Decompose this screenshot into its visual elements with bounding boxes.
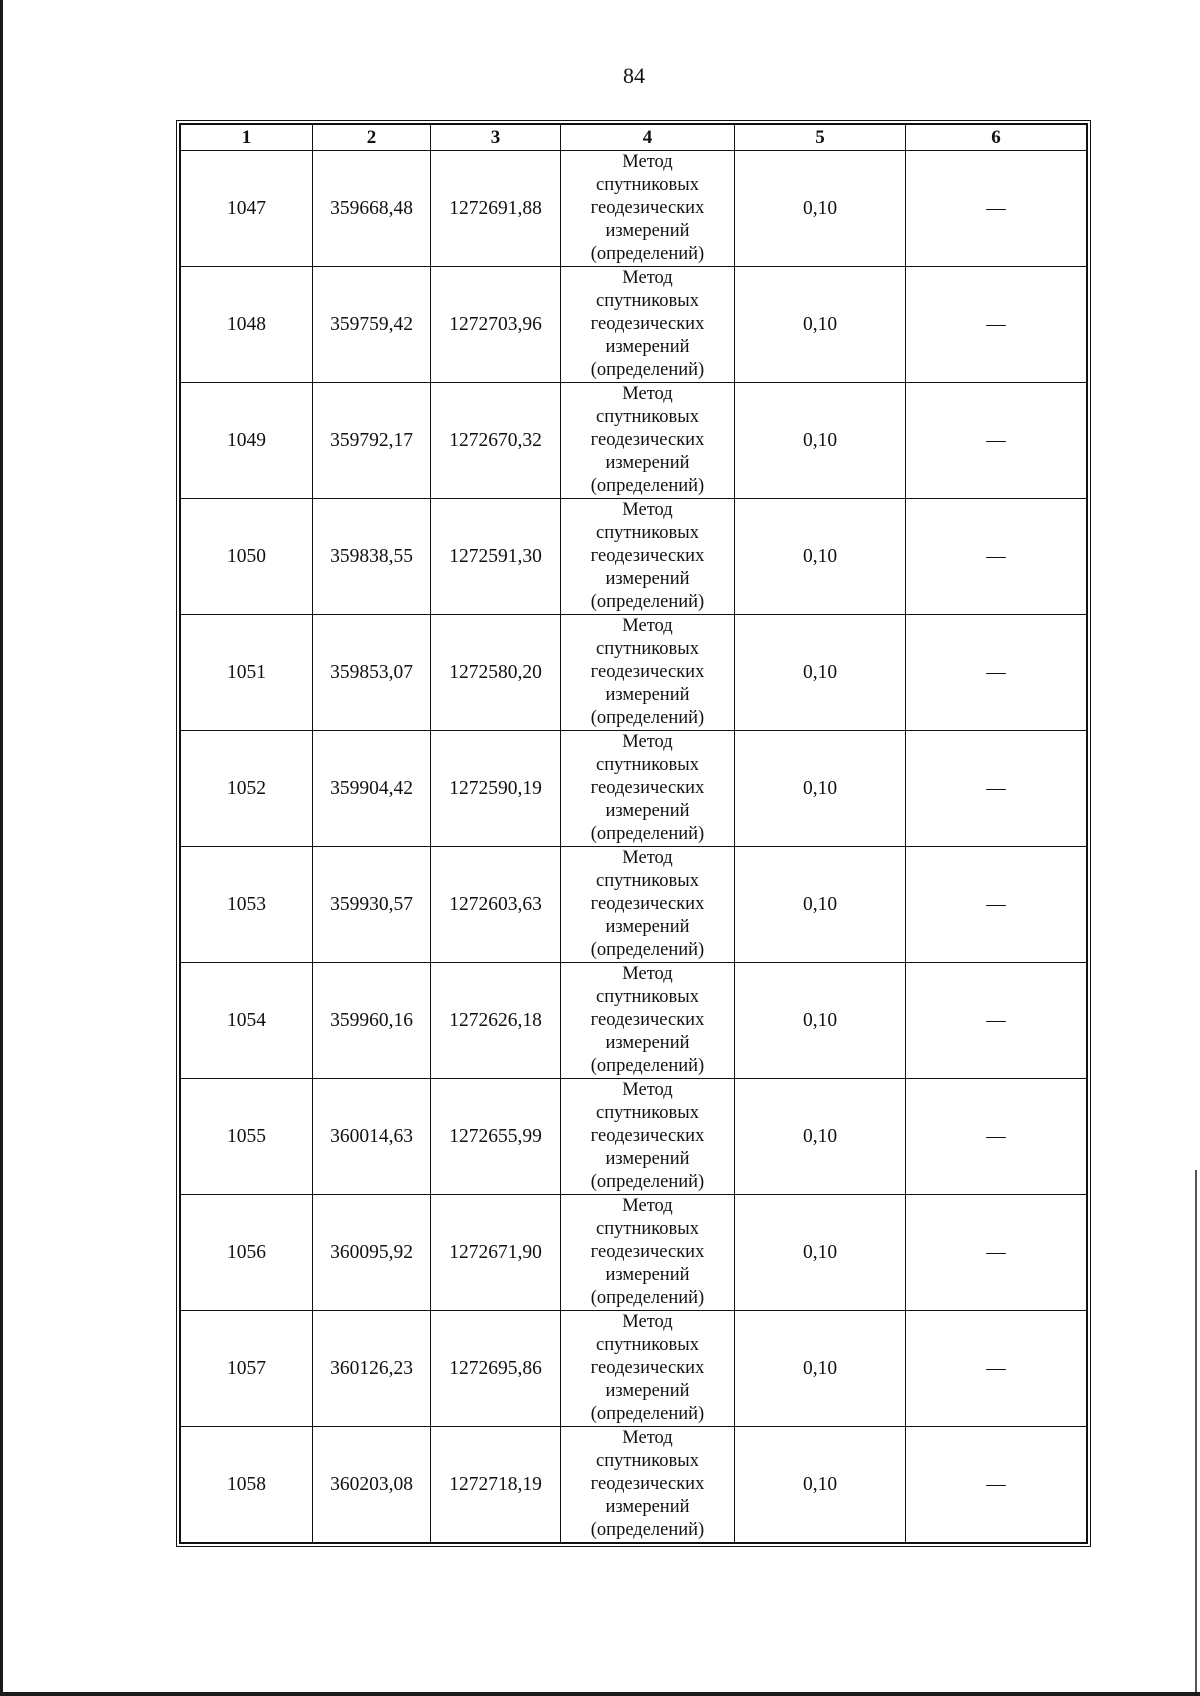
header-col-2: 2 [313,125,431,151]
accuracy-cell: 0,10 [735,963,906,1079]
note-cell: — [906,1079,1087,1195]
coordinate-x-cell: 359838,55 [313,499,431,615]
note-cell: — [906,963,1087,1079]
method-line: Метод [622,268,673,288]
point-number-cell: 1057 [181,1311,313,1427]
coordinate-y-cell: 1272691,88 [431,151,561,267]
accuracy-cell: 0,10 [735,383,906,499]
coordinate-y-cell: 1272670,32 [431,383,561,499]
point-number-cell: 1055 [181,1079,313,1195]
coordinate-x-cell: 359930,57 [313,847,431,963]
method-line: спутниковых [596,1219,699,1239]
accuracy-cell: 0,10 [735,267,906,383]
method-line: геодезических [590,546,705,566]
method-line: (определений) [590,592,705,612]
accuracy-cell: 0,10 [735,1427,906,1543]
method-line: спутниковых [596,755,699,775]
method-line: спутниковых [596,175,699,195]
coordinate-x-cell: 360095,92 [313,1195,431,1311]
table-row [181,847,1087,963]
coordinate-y-cell: 1272703,96 [431,267,561,383]
point-number-cell: 1050 [181,499,313,615]
method-line: геодезических [590,1126,705,1146]
table-row [181,615,1087,731]
method-line: спутниковых [596,523,699,543]
method-line: геодезических [590,198,705,218]
note-cell: — [906,1195,1087,1311]
coordinate-y-cell: 1272695,86 [431,1311,561,1427]
point-number-cell: 1052 [181,731,313,847]
method-cell [561,267,735,383]
page-number: 84 [623,63,645,88]
note-cell: — [906,267,1087,383]
method-cell [561,1079,735,1195]
header-col-4: 4 [561,125,735,151]
method-line: (определений) [590,1520,705,1540]
method-line: спутниковых [596,639,699,659]
coordinate-y-cell: 1272590,19 [431,731,561,847]
method-cell [561,963,735,1079]
method-line: измерений [605,1497,690,1517]
coordinate-x-cell: 360126,23 [313,1311,431,1427]
method-line: спутниковых [596,987,699,1007]
method-line: измерений [605,337,690,357]
coordinate-x-cell: 360203,08 [313,1427,431,1543]
accuracy-cell: 0,10 [735,847,906,963]
table-row [181,1311,1087,1427]
method-line: измерений [605,1149,690,1169]
point-number-cell: 1051 [181,615,313,731]
method-cell [561,1195,735,1311]
table-body [181,151,1087,1543]
method-line: измерений [605,1381,690,1401]
accuracy-cell: 0,10 [735,731,906,847]
table-row [181,731,1087,847]
note-cell: — [906,1427,1087,1543]
method-line: (определений) [590,1288,705,1308]
point-number-cell: 1056 [181,1195,313,1311]
table-row [181,383,1087,499]
method-line: Метод [622,848,673,868]
coordinate-x-cell: 359792,17 [313,383,431,499]
method-line: измерений [605,685,690,705]
method-line: геодезических [590,430,705,450]
method-line: спутниковых [596,1451,699,1471]
accuracy-cell: 0,10 [735,615,906,731]
method-line: спутниковых [596,871,699,891]
coordinate-x-cell: 359960,16 [313,963,431,1079]
coordinate-x-cell: 359853,07 [313,615,431,731]
point-number-cell: 1049 [181,383,313,499]
note-cell: — [906,731,1087,847]
note-cell: — [906,615,1087,731]
coordinates-table-frame [176,120,1091,1547]
coordinate-x-cell: 360014,63 [313,1079,431,1195]
table-row [181,151,1087,267]
method-cell [561,615,735,731]
method-line: геодезических [590,1010,705,1030]
method-line: Метод [622,964,673,984]
coordinate-x-cell: 359904,42 [313,731,431,847]
scan-edge-right [1195,1170,1197,1696]
coordinate-y-cell: 1272603,63 [431,847,561,963]
coordinate-y-cell: 1272591,30 [431,499,561,615]
table-row [181,1079,1087,1195]
header-col-3: 3 [431,125,561,151]
method-line: геодезических [590,1358,705,1378]
method-line: спутниковых [596,1103,699,1123]
note-cell: — [906,151,1087,267]
method-line: измерений [605,1265,690,1285]
method-cell [561,731,735,847]
point-number-cell: 1047 [181,151,313,267]
method-line: (определений) [590,1404,705,1424]
table-row [181,499,1087,615]
method-line: (определений) [590,824,705,844]
point-number-cell: 1053 [181,847,313,963]
method-line: измерений [605,221,690,241]
table-header-row [181,125,1087,151]
coordinate-y-cell: 1272718,19 [431,1427,561,1543]
note-cell: — [906,847,1087,963]
method-line: (определений) [590,708,705,728]
method-cell [561,1311,735,1427]
method-line: измерений [605,801,690,821]
method-line: Метод [622,1428,673,1448]
method-line: (определений) [590,476,705,496]
method-line: геодезических [590,314,705,334]
coordinate-x-cell: 359668,48 [313,151,431,267]
scan-edge-bottom [0,1692,1200,1696]
method-line: Метод [622,152,673,172]
method-line: геодезических [590,1242,705,1262]
accuracy-cell: 0,10 [735,151,906,267]
method-line: Метод [622,1312,673,1332]
method-line: спутниковых [596,291,699,311]
coordinate-x-cell: 359759,42 [313,267,431,383]
method-line: измерений [605,1033,690,1053]
table-row [181,1427,1087,1543]
method-line: геодезических [590,1474,705,1494]
method-line: Метод [622,732,673,752]
coordinates-table [180,124,1087,1543]
method-cell [561,847,735,963]
method-line: измерений [605,453,690,473]
coordinate-y-cell: 1272580,20 [431,615,561,731]
accuracy-cell: 0,10 [735,499,906,615]
method-cell [561,499,735,615]
scan-edge-left [0,0,3,1696]
note-cell: — [906,499,1087,615]
method-line: (определений) [590,1172,705,1192]
note-cell: — [906,383,1087,499]
note-cell: — [906,1311,1087,1427]
accuracy-cell: 0,10 [735,1311,906,1427]
coordinate-y-cell: 1272626,18 [431,963,561,1079]
method-line: Метод [622,616,673,636]
method-line: спутниковых [596,407,699,427]
accuracy-cell: 0,10 [735,1195,906,1311]
method-cell [561,1427,735,1543]
method-line: (определений) [590,940,705,960]
table-row [181,963,1087,1079]
method-line: Метод [622,1196,673,1216]
method-line: геодезических [590,778,705,798]
point-number-cell: 1058 [181,1427,313,1543]
method-line: (определений) [590,244,705,264]
method-line: Метод [622,500,673,520]
method-line: (определений) [590,360,705,380]
method-line: спутниковых [596,1335,699,1355]
header-col-6: 6 [906,125,1087,151]
method-cell [561,151,735,267]
table-row [181,1195,1087,1311]
header-col-1: 1 [181,125,313,151]
table-row [181,267,1087,383]
point-number-cell: 1048 [181,267,313,383]
method-line: измерений [605,917,690,937]
method-line: (определений) [590,1056,705,1076]
point-number-cell: 1054 [181,963,313,1079]
header-col-5: 5 [735,125,906,151]
method-cell [561,383,735,499]
method-line: геодезических [590,662,705,682]
method-line: Метод [622,384,673,404]
coordinate-y-cell: 1272655,99 [431,1079,561,1195]
accuracy-cell: 0,10 [735,1079,906,1195]
method-line: геодезических [590,894,705,914]
method-line: Метод [622,1080,673,1100]
coordinate-y-cell: 1272671,90 [431,1195,561,1311]
method-line: измерений [605,569,690,589]
